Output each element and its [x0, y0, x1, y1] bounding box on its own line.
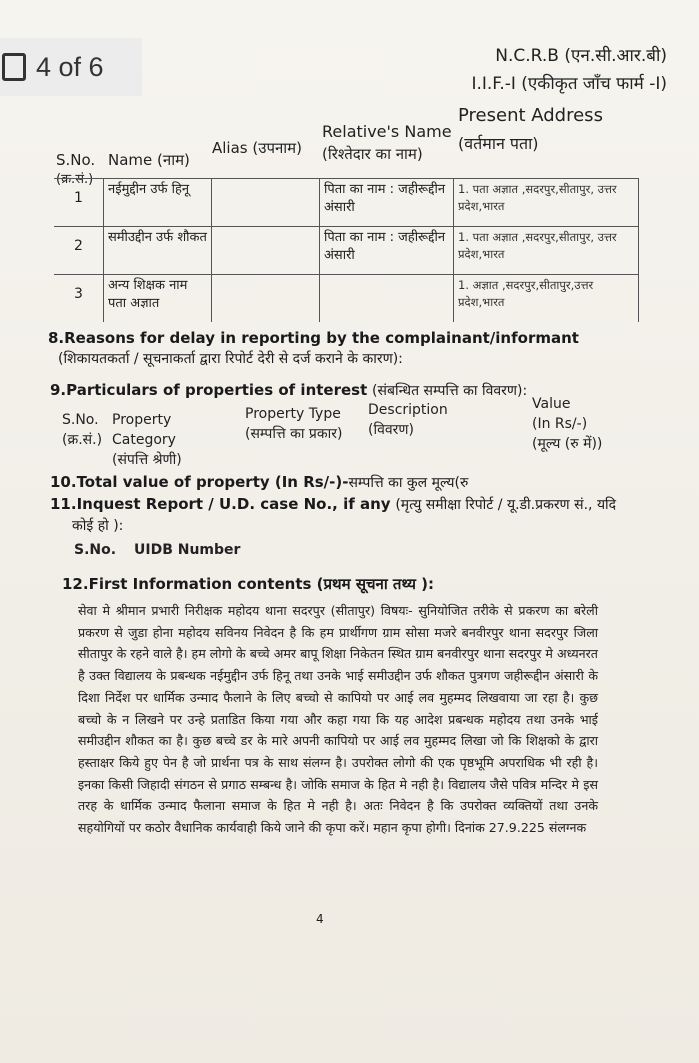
row-alias [212, 179, 320, 226]
fir-contents: सेवा मे श्रीमान प्रभारी निरीक्षक महोदय थाना सदरपुर (सीतापुर) विषयः- सुनियोजित तरीके से प्रकरण का बरेली प्रकरण से जुडा होना महोदय सविनय निवेदन है कि हम प्रार्थीगण ग्राम सोसा मजरे बनवीरपुर थाना सदरपुर जिला सीतापुर के रहने वाले है। हम लोगो के बच्चे अमर बापू शिक्षा निकेतन स्थित ग्राम बनवीरपुर थाना सदरपुर मे अध्यनरत है उक्त विद्यालय के प्रबन्धक नईमुद्दीन उर्फ हिनू तथा उनके भाई समीउद्दीन उर्फ शौकत पुत्रगण जहीरूद्दीन अंसारी के दिशा निर्देश पर धार्मिक उन्माद फैलाने के लिए बच्चो से कापियो पर आई लव मुहम्मद लिखवाया जा रहा है। कुछ बच्चो के न लिखने पर उन्हे प्रताडित किया गया और कहा गया कि यह आदेश प्रबन्धक महोदय तथा उनके भाई समीउद्दीन शौकत का है। कुछ बच्चे डर के मारे अपनी कापियो पर आई लव मुहम्मद लिखा जो कि शिक्षको के द्वारा हस्ताक्षर किये हुए पेन है जो प्रार्थना पत्र के साथ संलग्न है। उपरोक्त लोगो की एक पृष्ठभूमि अपराधिक भी रही है। इनका किसी जिहादी संगठन से प्रगाठ सम्बन्ध है। जोकि समाज के हित मे नही है। विद्यालय जैसे पवित्र मन्दिर मे इस तरह के धार्मिक उन्माद फैलाना समाज के हित मे नही है। अतः निवेदन है कि उपरोक्त व्यक्तियों तथा उनके सहयोगियों पर कठोर वैधानिक कार्यवाही किये जाने की कृपा करें। महान कृपा होगी। दिनांक 27.9.225 संलग्नक [78, 603, 598, 836]
col-address: Present Address [458, 105, 603, 126]
prop-sno: S.No. [62, 412, 99, 428]
section-12-title: 12.First Information contents (प्रथम सूचना तथ्य ): [62, 575, 435, 593]
row-alias [212, 275, 320, 322]
form-header [471, 42, 667, 98]
prop-value-hi: (मूल्य (रु में)) [532, 436, 603, 452]
page-counter [0, 38, 142, 96]
prop-type: Property Type [245, 406, 341, 422]
section-11 [50, 494, 650, 537]
prop-value2: (In Rs/-) [532, 416, 588, 432]
col-address-hi: (वर्तमान पता) [458, 134, 539, 153]
table-row [54, 179, 639, 227]
row-address: 1. पता अज्ञात ,सदरपुर,सीतापुर, उत्तर प्रदेश,भारत [454, 179, 639, 226]
col-sno: S.No. [56, 151, 96, 169]
row-address: 1. पता अज्ञात ,सदरपुर,सीतापुर, उत्तर प्रदेश,भारत [454, 227, 639, 274]
section-8 [48, 328, 579, 370]
row-sno: 1 [54, 179, 104, 226]
section-9 [50, 380, 527, 402]
accused-table [54, 105, 639, 322]
prop-col-type [245, 404, 342, 444]
prop-type-hi: (सम्पत्ति का प्रकार) [245, 426, 343, 442]
prop-col-sno [62, 410, 102, 450]
row-sno: 3 [54, 275, 104, 322]
section-10-title-hi: सम्पत्ति का कुल मूल्य(रु [348, 475, 469, 491]
section-8-title: 8.Reasons for delay in reporting by the complainant/informant [48, 329, 579, 347]
section-10 [50, 472, 468, 494]
col-sno-hi: (क्र.सं.) [56, 172, 94, 187]
prop-value: Value [532, 396, 571, 412]
col-relative: Relative's Name [322, 122, 452, 141]
form-name: I.I.F.-I (एकीकृत जाँच फार्म -I) [471, 74, 667, 94]
prop-sno-hi: (क्र.सं.) [62, 432, 103, 448]
row-sno: 2 [54, 227, 104, 274]
row-relative [320, 275, 454, 322]
uidb-sno: S.No. [74, 542, 117, 558]
table-row [54, 227, 639, 275]
col-relative-hi: (रिश्तेदार का नाम) [322, 145, 423, 163]
prop-col-desc [368, 400, 448, 440]
section-11-title-hi: (मृत्यु समीक्षा रिपोर्ट / यू.डी.प्रकरण सं., यदि [395, 497, 617, 513]
uidb-number: UIDB Number [134, 542, 241, 558]
row-name: नईमुद्दीन उर्फ हिनू [104, 179, 212, 226]
col-alias: Alias (उपनाम) [212, 139, 302, 157]
col-name: Name (नाम) [108, 151, 190, 169]
page-number: 4 [316, 912, 324, 926]
prop-col-value [532, 394, 602, 454]
page-square-icon [2, 53, 26, 81]
table-header [54, 105, 639, 187]
row-relative: पिता का नाम : जहीरूद्दीन अंसारी [320, 227, 454, 274]
prop-desc: Description [368, 402, 448, 418]
page-counter-label: 4 of 6 [36, 51, 104, 82]
prop-category-hi: (संपत्ति श्रेणी) [112, 452, 182, 468]
row-name: समीउद्दीन उर्फ शौकत [104, 227, 212, 274]
prop-col-category [112, 410, 182, 470]
table-body [54, 178, 639, 322]
prop-category2: Category [112, 432, 176, 448]
section-9-title-hi: (संबन्धित सम्पत्ति का विवरण): [372, 383, 528, 399]
section-8-subtitle: (शिकायतकर्ता / सूचनाकर्ता द्वारा रिपोर्ट देरी से दर्ज कराने के कारण): [58, 351, 403, 367]
section-9-title: 9.Particulars of properties of interest [50, 381, 368, 399]
table-row [54, 275, 639, 322]
section-11-title: 11.Inquest Report / U.D. case No., if any [50, 495, 391, 513]
prop-category: Property [112, 412, 172, 428]
section-10-title: 10.Total value of property (In Rs/-)- [50, 473, 349, 491]
section-12 [62, 574, 434, 595]
row-relative: पिता का नाम : जहीरूद्दीन अंसारी [320, 179, 454, 226]
row-alias [212, 227, 320, 274]
prop-desc-hi: (विवरण) [368, 422, 414, 438]
org-name: N.C.R.B (एन.सी.आर.बी) [495, 46, 667, 66]
section-11-title-hi2: कोई हो ): [72, 518, 124, 534]
row-name: अन्य शिक्षक नाम पता अज्ञात [104, 275, 212, 322]
row-address: 1. अज्ञात ,सदरपुर,सीतापुर,उत्तर प्रदेश,भारत [454, 275, 639, 322]
